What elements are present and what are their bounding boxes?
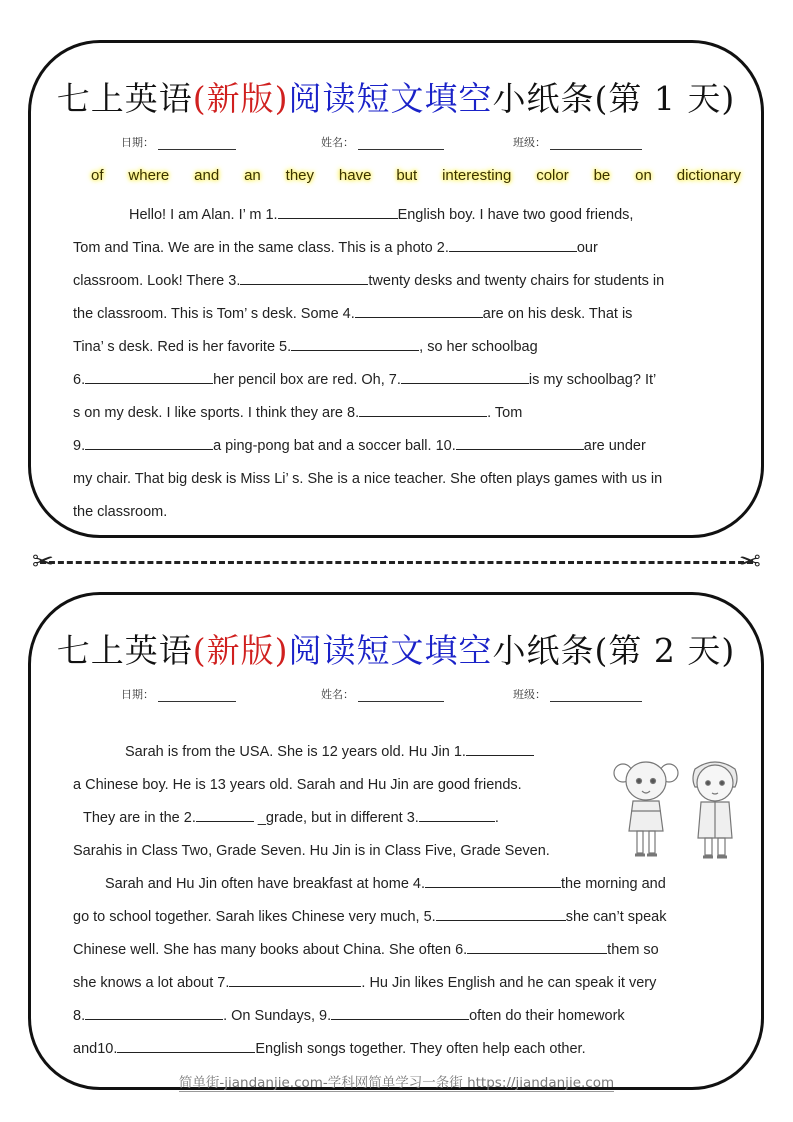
word-bank-item: but [396,167,418,184]
blank-1[interactable] [278,204,398,219]
word-bank-item: have [338,167,372,184]
class-field[interactable]: 班级： [513,686,642,702]
word-bank-item: color [536,167,569,184]
name-field[interactable]: 姓名： [321,134,444,150]
blank-1[interactable] [466,741,534,756]
blank-10[interactable] [117,1038,255,1053]
reading-passage: Sarah is from the USA. She is 12 years old. Hu Jin 1. a Chinese boy. He is 13 years old. Sarah and Hu Jin are good friends. They are in the 2. _grade, but in different 3. . Sarahis in Class Two, Grade Seven. Hu Jin is in Class Five, Grade Seven. Sarah and Hu Jin often have breakfast at home 4. the morning and go to school together. Sarah likes Chinese very much, 5. she can’t speak Chinese well. She has many books about China. She often 6. them so she knows a lot about 7. . Hu Jin likes English and he can speak it very 8. . On Sundays, 9. often do their homework and10. English songs together. They often help each other. [73,736,735,1066]
blank-3[interactable] [419,807,495,822]
blank-7[interactable] [401,369,529,384]
blank-2[interactable] [196,807,254,822]
word-bank-item: an [244,167,261,184]
blank-10[interactable] [456,435,584,450]
word-bank-item: and [194,167,220,184]
word-bank-item: dictionary [676,167,741,184]
blank-4[interactable] [425,873,561,888]
name-field[interactable]: 姓名： [321,686,444,702]
word-bank-item: be [593,167,611,184]
footer-watermark[interactable]: 简单街-jiandanjie.com-学科网简单学习一条街 https://jiandanjie.com [178,1075,615,1091]
blank-9[interactable] [331,1005,469,1020]
card-title: 七上英语(新版)阅读短文填空小纸条(第 2 天) [56,631,736,670]
blank-5[interactable] [436,906,566,921]
date-field[interactable]: 日期： [121,134,236,150]
blank-5[interactable] [291,336,419,351]
word-bank-item: where [128,167,170,184]
blank-9[interactable] [85,435,213,450]
reading-passage: Hello! I am Alan. I’ m 1. English boy. I have two good friends, Tom and Tina. We are in the same class. This is a photo 2. our classroom. Look! There 3. twenty desks and twenty chairs for students in the classroom. This is Tom’ s desk. Some 4. are on his desk. That is Tina’ s desk. Red is her favorite 5. , so her schoolbag 6. her pencil box are red. Oh, 7. is my schoolbag? It’ s on my desk. I like sports. I think they are 8. . Tom 9. a ping-pong bat and a soccer ball. 10. are under my chair. That big desk is Miss Li’ s. She is a nice teacher. She often plays games with us in the classroom. [73,199,735,529]
word-bank [91,167,741,184]
word-bank-item: they [285,167,315,184]
blank-2[interactable] [449,237,577,252]
cut-line [40,561,753,564]
worksheet-card-day-1 [28,40,764,538]
blank-8[interactable] [359,402,487,417]
student-info-row [31,686,761,706]
date-field[interactable]: 日期： [121,686,236,702]
word-bank-item: of [91,167,104,184]
word-bank-item: interesting [442,167,512,184]
blank-4[interactable] [355,303,483,318]
scissors-icon: ✂ [739,546,761,576]
blank-6[interactable] [467,939,607,954]
blank-3[interactable] [240,270,368,285]
student-info-row [31,134,761,154]
blank-7[interactable] [229,972,361,987]
blank-8[interactable] [85,1005,223,1020]
blank-6[interactable] [85,369,213,384]
word-bank-item: on [635,167,652,184]
scissors-icon: ✂ [32,546,54,576]
class-field[interactable]: 班级： [513,134,642,150]
worksheet-card-day-2 [28,592,764,1090]
card-title: 七上英语(新版)阅读短文填空小纸条(第 1 天) [56,79,736,118]
